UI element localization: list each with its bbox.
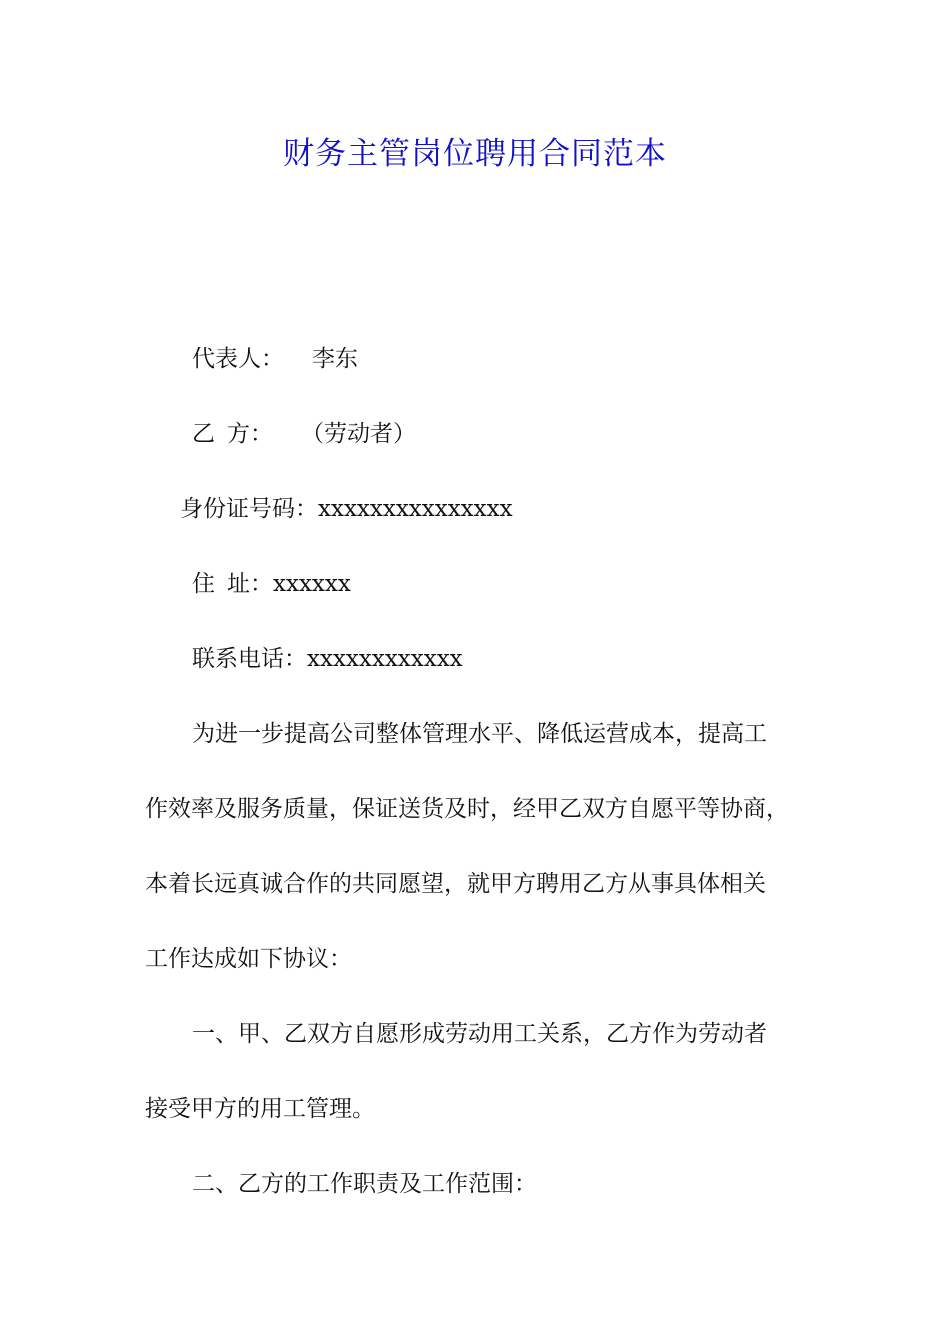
paragraph-1-line: 为进一步提高公司整体管理水平、降低运营成本，提高工 [192, 721, 767, 747]
paragraph-2-line: 接受甲方的用工管理。 [145, 1096, 375, 1122]
representative-line [192, 342, 358, 376]
address-value: xxxxxx [273, 571, 351, 597]
phone-value: xxxxxxxxxxxx [307, 646, 463, 672]
paragraph-1-line: 作效率及服务质量，保证送货及时，经甲乙双方自愿平等协商， [145, 796, 789, 822]
party-b-label-second: 方： [227, 421, 273, 447]
address-line [192, 567, 351, 601]
paragraph-1-line: 本着长远真诚合作的共同愿望，就甲方聘用乙方从事具体相关 [145, 871, 766, 897]
id-number-line [180, 492, 513, 526]
id-number-label: 身份证号码： [180, 496, 318, 522]
address-label-second: 址： [227, 571, 273, 597]
representative-label: 代表人： [192, 346, 284, 372]
address-label-first: 住 [192, 571, 215, 597]
party-b-value: （劳动者） [301, 421, 416, 447]
paragraph-1-line: 工作达成如下协议： [145, 946, 352, 972]
party-b-label-first: 乙 [192, 421, 215, 447]
phone-label: 联系电话： [192, 646, 307, 672]
party-b-line [192, 417, 416, 451]
document-title: 财务主管岗位聘用合同范本 [283, 136, 667, 172]
id-number-value: xxxxxxxxxxxxxxx [318, 496, 513, 522]
paragraph-2-line: 一、甲、乙双方自愿形成劳动用工关系，乙方作为劳动者 [192, 1021, 767, 1047]
phone-line [192, 642, 463, 676]
representative-value: 李东 [312, 346, 358, 372]
paragraph-3-line: 二、乙方的工作职责及工作范围： [192, 1171, 537, 1197]
